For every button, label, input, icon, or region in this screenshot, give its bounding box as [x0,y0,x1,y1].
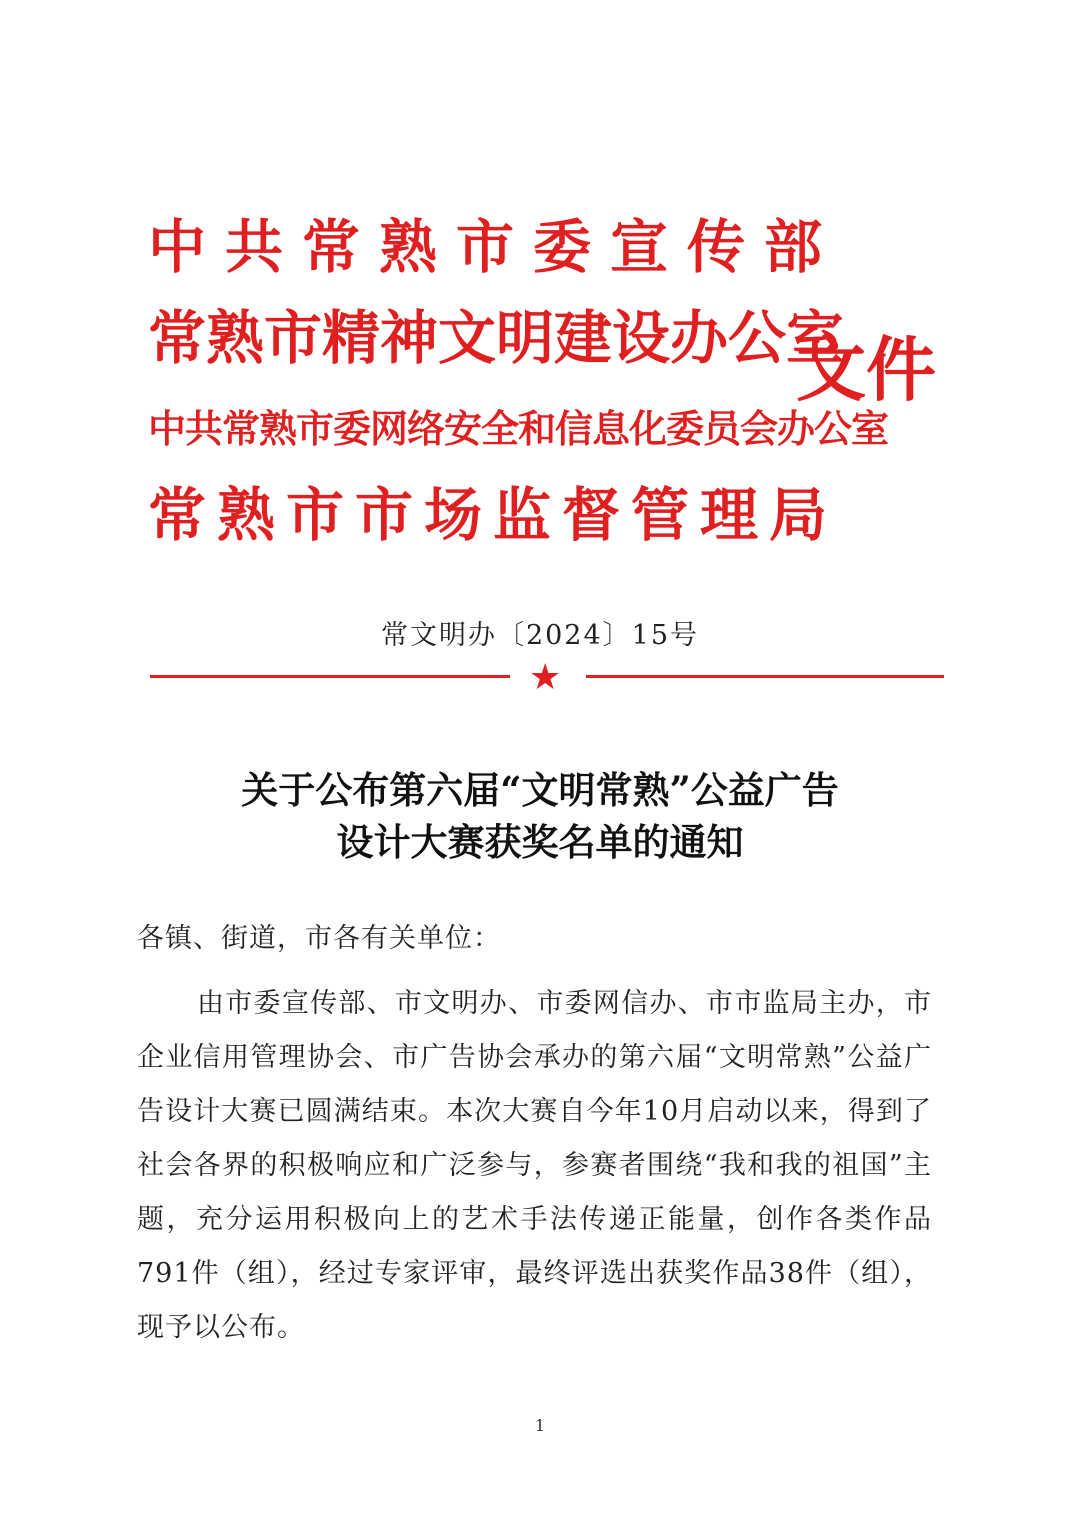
document-type-label: 文件 [796,328,936,411]
issuer-4: 常熟市市场监督管理局 [148,481,839,549]
issuer-3: 中共常熟市委网络安全和信息化委员会办公室 [148,406,889,451]
document-number: 常文明办〔2024〕15号 [380,620,700,651]
issuer-1: 中共常熟市委宣传部 [148,213,842,281]
red-star-icon: ★ [529,657,562,698]
red-divider-left [150,675,510,678]
body-paragraph: 由市委宣传部、市文明办、市委网信办、市市监局主办，市企业信用管理协会、市广告协会承办的第六届“文明常熟”公益广告设计大赛已圆满结束。本次大赛自今年10月启动以来，得到了社会各界的积极响应和广泛参与，参赛者围绕“我和我的祖国”主题，充分运用积极向上的艺术手法传递正能量，创作各类作品791件（组），经过专家评审，最终评选出获奖作品38件（组），现予以公布。 [137,988,932,1343]
page-number: 1 [534,1416,546,1435]
salutation: 各镇、街道，市各有关单位： [137,923,501,954]
red-divider-right [586,675,944,678]
document-title-line-1: 关于公布第六届“文明常熟”公益广告 [241,768,839,812]
document-title-line-2: 设计大赛获奖名单的通知 [336,820,744,864]
issuer-2: 常熟市精神文明建设办公室 [148,304,845,372]
